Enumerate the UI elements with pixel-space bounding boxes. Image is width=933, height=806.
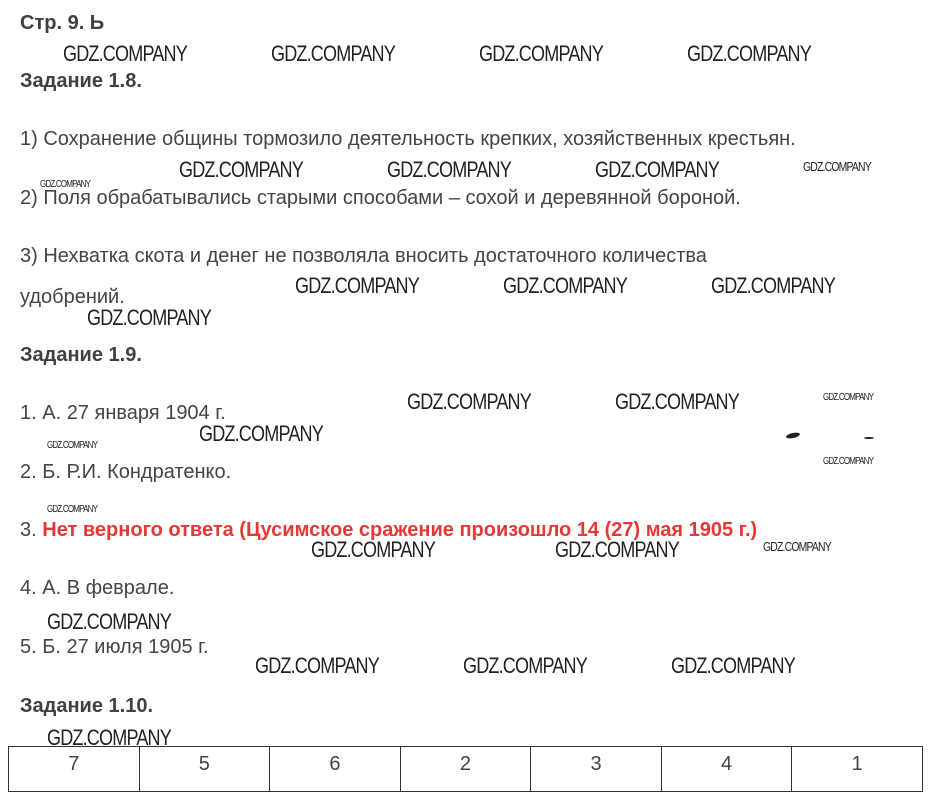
answer-text: Б. Р.И. Кондратенко. (42, 461, 232, 483)
watermark: GDZ.COMPANY (595, 157, 719, 182)
scan-smudge (864, 437, 874, 439)
task-1-9-title: Задание 1.9. (20, 344, 142, 366)
task-1-8-item-3: 3) Нехватка скота и денег не позволяла вносить достаточного количества (20, 245, 707, 267)
answer-text: А. В феврале. (42, 577, 175, 599)
watermark: GDZ.COMPANY (87, 305, 211, 330)
watermark: GDZ.COMPANY (823, 392, 874, 403)
answer-number: 5. (20, 636, 37, 658)
watermark: GDZ.COMPANY (255, 653, 379, 678)
watermark: GDZ.COMPANY (47, 609, 171, 634)
watermark: GDZ.COMPANY (387, 157, 511, 182)
task-1-8-title: Задание 1.8. (20, 70, 142, 92)
table-cell: 1 (792, 747, 923, 792)
task-1-8-item-1: 1) Сохранение общины тормозило деятельность крепких, хозяйственных крестьян. (20, 128, 796, 150)
answer-number: 1. (20, 402, 37, 424)
task-1-10-title: Задание 1.10. (20, 695, 154, 717)
watermark: GDZ.COMPANY (687, 41, 811, 66)
watermark: GDZ.COMPANY (271, 41, 395, 66)
answer-number: 3. (20, 519, 37, 541)
table-cell: 5 (139, 747, 270, 792)
answer-text-highlight: Нет верного ответа (Цусимское сражение произошло 14 (27) мая 1905 г.) (42, 519, 758, 541)
watermark: GDZ.COMPANY (479, 41, 603, 66)
watermark: GDZ.COMPANY (823, 456, 874, 467)
page-header: Стр. 9. Ь (20, 12, 105, 34)
task-1-9-answer-2 (20, 461, 231, 484)
watermark: GDZ.COMPANY (671, 653, 795, 678)
watermark: GDZ.COMPANY (63, 41, 187, 66)
task-1-9-answer-1 (20, 402, 226, 425)
task-1-8-item-3-cont: удобрений. (20, 286, 125, 308)
watermark: GDZ.COMPANY (47, 440, 98, 451)
watermark: GDZ.COMPANY (407, 389, 531, 414)
table-cell: 6 (270, 747, 401, 792)
watermark: GDZ.COMPANY (295, 273, 419, 298)
watermark: GDZ.COMPANY (555, 537, 679, 562)
watermark: GDZ.COMPANY (40, 179, 91, 190)
task-1-9-answer-5 (20, 636, 209, 659)
answer-table (8, 746, 923, 792)
watermark: GDZ.COMPANY (47, 725, 171, 750)
watermark: GDZ.COMPANY (503, 273, 627, 298)
watermark: GDZ.COMPANY (47, 504, 98, 515)
watermark: GDZ.COMPANY (711, 273, 835, 298)
watermark: GDZ.COMPANY (311, 537, 435, 562)
watermark: GDZ.COMPANY (463, 653, 587, 678)
table-cell: 3 (531, 747, 662, 792)
table-cell: 7 (9, 747, 140, 792)
table-cell: 4 (661, 747, 792, 792)
watermark: GDZ.COMPANY (803, 159, 871, 174)
answer-text: Б. 27 июля 1905 г. (42, 636, 209, 658)
answer-text: А. 27 января 1904 г. (42, 402, 226, 424)
task-1-8-item-2: 2) Поля обрабатывались старыми способами – сохой и деревянной бороной. (20, 187, 741, 209)
watermark: GDZ.COMPANY (763, 539, 831, 554)
table-row (9, 747, 923, 792)
scan-smudge (786, 432, 801, 440)
table-cell: 2 (400, 747, 531, 792)
watermark: GDZ.COMPANY (179, 157, 303, 182)
task-1-9-answer-4 (20, 577, 174, 600)
answer-number: 2. (20, 461, 37, 483)
answer-number: 4. (20, 577, 37, 599)
watermark: GDZ.COMPANY (199, 421, 323, 446)
watermark: GDZ.COMPANY (615, 389, 739, 414)
